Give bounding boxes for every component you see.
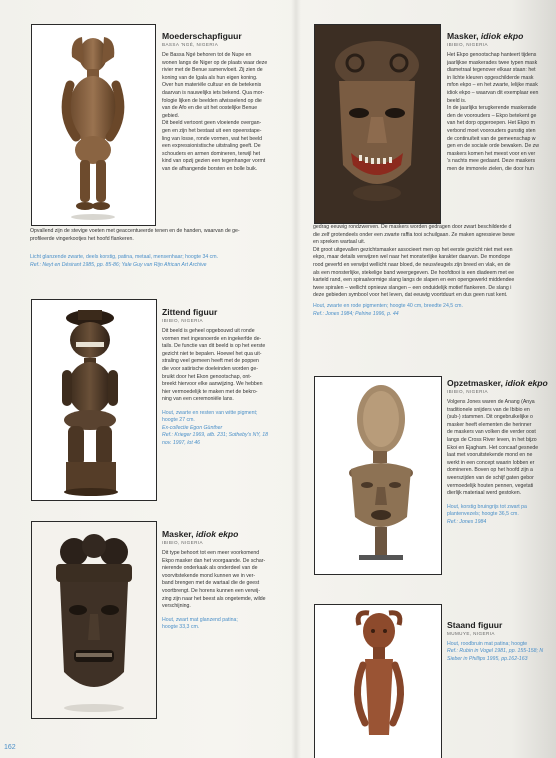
reference-line: Sieber in Phillips 1995, pp.162-163 [447, 655, 528, 662]
body-line: de continuïteit van de gemeenschap w [447, 135, 536, 142]
body-masker-horned [162, 550, 290, 611]
photo-masker-idiok-ekpo [314, 24, 441, 224]
continuation-masker-idiok-ekpo [313, 224, 556, 300]
material-line: Hout, zwarte en resten van witte pigment; [162, 409, 258, 416]
body-line: kind van opzij gezien een tegenhanger vormt [162, 158, 266, 165]
body-line: die voor satirische doeleinden worden ge- [162, 365, 259, 372]
body-line: vormen met ingesnoerde en ingekerfde de- [162, 335, 262, 342]
body-line: masker heeft elementen die herinner [447, 421, 532, 428]
continuation-line: Opvallend zijn de stevige voeten met geaccentueerde tenen en de handen, waarvan de ge- [30, 228, 240, 234]
material-line: Hout, korstig bruingrijs tot zwart pa [447, 503, 527, 510]
title-staand-figuur: Staand figuur [447, 620, 503, 630]
body-line: De Bassa Ngé behoren tot de Nupe en [162, 52, 252, 58]
continuation-line: gedrag eeuwig rondzwerven. De maskers worden gedragen door zwart beschilderde d [313, 224, 512, 230]
seated-figure-sculpture-image [32, 300, 156, 500]
material-line: Hout, zwart mat glanzend patina; [162, 616, 238, 623]
body-line: van de Afo en die uit het oostelijke Benue [162, 105, 258, 112]
body-line: fologie lijken de beelden afwisselend op die [162, 97, 262, 104]
continuation-line: karteld rand, een spiraalvormige slang langs de slapen en een opengewerkt middendee [313, 277, 515, 284]
horned-mask-image [32, 522, 156, 718]
origin-staand-figuur: MUMUYE, NIGERIA [447, 631, 495, 636]
idiok-ekpo-mask-image [315, 25, 440, 223]
text-moederschapfiguur [162, 31, 290, 174]
body-opzetmasker [447, 399, 556, 498]
continuation-line: Dit groot uitgevallen gezichtsmasker associeert men op het eerste gezicht niet met een [313, 246, 513, 253]
body-line: voortbrengt. De horens kunnen een verwij- [162, 587, 261, 594]
body-line: 's nachts mee gedaant. Deze maskers [447, 158, 536, 165]
reference-line: Ref.: Rubin in Vogel 1981, pp. 155-158; N [447, 648, 544, 655]
body-line: Het Ekpo genootschap hanteert tijdens [447, 52, 537, 58]
body-line: van de afhangende borsten en bolle buik. [162, 165, 258, 172]
body-line: Ekpo masker dan het voorgaande. De schar- [162, 557, 266, 564]
body-line: traditionele snijders van de Ibibio en [447, 406, 530, 413]
text-masker-horned [162, 529, 290, 632]
continuation-line: en spreken wartaal uit. [313, 239, 366, 246]
reference-line: Ref.: Krieger 1969, afb. 231; Sotheby's NY, 18 [162, 432, 269, 439]
photo-opzetmasker [314, 376, 442, 575]
body-line: band brengen met de wartaal die de geest [162, 580, 260, 587]
material-zittend-figuur [162, 410, 290, 425]
body-line: men de immorele zielen, die door hun [447, 165, 534, 172]
standing-figure-image [315, 605, 441, 758]
body-line: ling van losse, ronde vormen, wat het beeld [162, 135, 263, 142]
opzetmasker-image [315, 377, 441, 574]
body-line: zing zijn naar het beest als ongetemde, wilde [162, 595, 266, 602]
body-line: domineren. Boven op het hoofd zijn a [447, 467, 533, 474]
body-line: verbond moet voorouders gunstig sten [447, 127, 536, 134]
text-masker-idiok-ekpo [447, 31, 556, 174]
reference-line: nov. 1997, lot 46 [162, 439, 200, 446]
reference-staand-figuur [447, 648, 556, 663]
material-masker-idiok-ekpo: Hout, zwarte en rode pigmenten; hoogte 40 cm, breedte 24,5 cm. [313, 303, 463, 309]
body-zittend-figuur [162, 328, 290, 404]
photo-staand-figuur [314, 604, 442, 758]
material-staand-figuur: Hout, roodbruin mat patina; hoogte [447, 641, 528, 647]
text-staand-figuur [447, 620, 556, 663]
reference-masker-idiok-ekpo: Ref.: Jones 1984; Pelrine 1996, p. 44 [313, 311, 399, 317]
continuation-line: deze gebieden symbool voor het leven, dat eeuwig voortduurt en dus geen rust kent. [313, 292, 508, 299]
body-line: langs de Cross River leven, in het bijzo [447, 436, 537, 443]
body-line: Dit beeld is geheel opgebouwd uit ronde [162, 328, 255, 334]
body-line: In de jaarlijks terugkerende maskerade [447, 105, 537, 112]
body-line: hier vermoedelijk te maken met de bekro- [162, 388, 258, 395]
body-masker-idiok-ekpo [447, 52, 556, 174]
origin-masker-horned: IBIBIO, NIGERIA [162, 540, 203, 545]
collection-zittend-figuur: Ex-collectie Egon Günther [162, 424, 223, 431]
body-line: dierlijk materiaal werd gestoken. [447, 490, 522, 497]
body-line: daarvan is nauwelijks iets bekend. Qua mor- [162, 89, 265, 96]
origin-opzetmasker: IBIBIO, NIGERIA [447, 389, 488, 394]
body-line: nierende onderkaak als onderdeel van de [162, 565, 258, 572]
material-line: hoogte 27 cm. [162, 417, 195, 424]
text-zittend-figuur [162, 307, 290, 447]
body-line: werkt in een concept waarin lobben er [447, 459, 535, 466]
photo-moederschapfiguur [31, 24, 156, 226]
body-line: bruikt door het Ekon genootschap, ont- [162, 373, 252, 380]
page-number: 162 [4, 744, 16, 751]
origin-zittend-figuur: IBIBIO, NIGERIA [162, 318, 203, 323]
continuation-line: ekpo, maar details verwijzen wel naar het monsterlijke karakter daarvan. De mondope [313, 254, 511, 261]
body-line: weerszijden van de schijf gaten gebor [447, 474, 534, 481]
body-moederschapfiguur [162, 52, 290, 174]
material-moederschapfiguur: Licht glanzende zwarte, deels korstig, patina, metaal, mensenhaar; hoogte 34 cm. [30, 254, 219, 260]
body-line: beeld is. [447, 97, 467, 104]
body-line: de maskers van volken die verder oost [447, 429, 536, 436]
material-line: plantenvezels; hoogte 36,5 cm. [447, 511, 519, 518]
body-line: voorvitstekende mond kunnen we in ver- [162, 572, 256, 579]
body-line: maskers komen het meest voor en ver [447, 150, 536, 157]
body-line: gebied. [162, 112, 180, 119]
body-line: koning van de Igala als hun eigen koning. [162, 74, 258, 81]
body-line: van het dorp opgeroepen. Het Ekpo m [447, 120, 535, 127]
photo-zittend-figuur [31, 299, 157, 501]
continuation-line: profileerde vingerkootjes het hoofd flankeren. [30, 235, 134, 242]
body-line: Over hun materiële cultuur en de betekenis [162, 82, 262, 89]
material-opzetmasker [447, 504, 556, 519]
body-line: diametraal tegenover elkaar staan: het [447, 67, 536, 74]
body-line: mfon ekpo – en het zwarte, lelijke mask [447, 82, 538, 89]
title-moederschapfiguur: Moederschapfiguur [162, 31, 242, 41]
material-line: hoogte 33,3 cm. [162, 624, 200, 631]
continuation-line: als een monsterlijke, stekelige band weergegeven. De hoofdtooi is een diadeem met ee [313, 269, 514, 276]
reference-zittend-figuur [162, 432, 290, 447]
body-line: tails. De functie van dit beeld is op het eerste [162, 343, 266, 350]
body-line: straling veel gemeen heeft met de poppen [162, 358, 259, 365]
body-line: een expressionistische uitstraling geeft. De [162, 143, 261, 150]
body-line: vermoedelijk houten pennen, vegetati [447, 482, 534, 489]
origin-masker-idiok-ekpo: IBIBIO, NIGERIA [447, 42, 488, 47]
reference-opzetmasker: Ref.: Jones 1984 [447, 518, 487, 525]
title-masker-idiok-ekpo: Masker, idiok ekpo [447, 31, 524, 41]
material-masker-horned [162, 617, 290, 632]
body-line: den de voorouders – Ekpo betekent ge [447, 112, 537, 119]
body-line: jaarlijkse maskerades twee typen mask [447, 59, 538, 66]
origin-moederschapfiguur: BASSA 'NGÉ, NIGERIA [162, 42, 219, 47]
body-line: verschijning. [162, 603, 191, 610]
reference-moederschapfiguur: Ref.: Neyt en Désirant 1985, pp. 85-86; Yale Guy van Rijn African Art Archive [30, 262, 207, 268]
body-line: Volgens Jones waren de Anang (Anya [447, 399, 535, 405]
body-line: Ekoi en Ejagham. Het concaaf gesnede [447, 444, 539, 451]
body-line: Dit beeld vertoont geen vloeiende overgan- [162, 120, 262, 127]
continuation-line: rood geverfd en verwijst wellicht naar bloed, de neusvleugels zijn breed en vlak, en de [313, 261, 511, 268]
body-line: (sub-) stammen. Dit ongebruikelijke o [447, 414, 533, 421]
body-line: in lichte kleuren opgeschilderde mask [447, 74, 534, 81]
text-opzetmasker [447, 378, 556, 526]
body-line: breekt hiervoor elke aanwijzing. We hebben [162, 381, 263, 388]
title-masker-horned: Masker, idiok ekpo [162, 529, 239, 539]
continuation-line: die zelf grotendeels onder een zwarte raffia tooi schuilgaan. Ze maken agressieve bewe [313, 231, 515, 238]
body-line: Dit type behoort tot een meer voorkomend [162, 550, 260, 556]
mother-figure-sculpture-image [32, 25, 155, 225]
body-line: laat met vooruitstekende mond en ne [447, 452, 533, 459]
continuation-line: twee spiralen – wellicht opnieuw slangen – een onduidelijk motief flankeren. De slang i [313, 284, 512, 291]
body-line: rivier met de Benue samenvloeit. Zij zien de [162, 67, 263, 74]
body-line: wonen langs de Niger op de plaats waar deze [162, 59, 268, 66]
page-gutter [291, 0, 301, 758]
continuation-moederschapfiguur [30, 228, 292, 243]
photo-masker-horned [31, 521, 157, 719]
body-line: ning van een ceremoniële lans. [162, 396, 234, 403]
body-line: schouders en armen domineren, terwijl het [162, 150, 261, 157]
title-zittend-figuur: Zittend figuur [162, 307, 218, 317]
body-line: gezicht niet te bepalen. Hoewel het qua uit- [162, 350, 262, 357]
body-line: gen en de sociale orde bewaken. De zw [447, 143, 539, 150]
body-line: idiok ekpo – waarvan dit exemplaar een [447, 89, 539, 96]
title-opzetmasker: Opzetmasker, idiok ekpo [447, 378, 548, 388]
body-line: gen en zijn het bestaat uit een opeenstape- [162, 127, 262, 134]
